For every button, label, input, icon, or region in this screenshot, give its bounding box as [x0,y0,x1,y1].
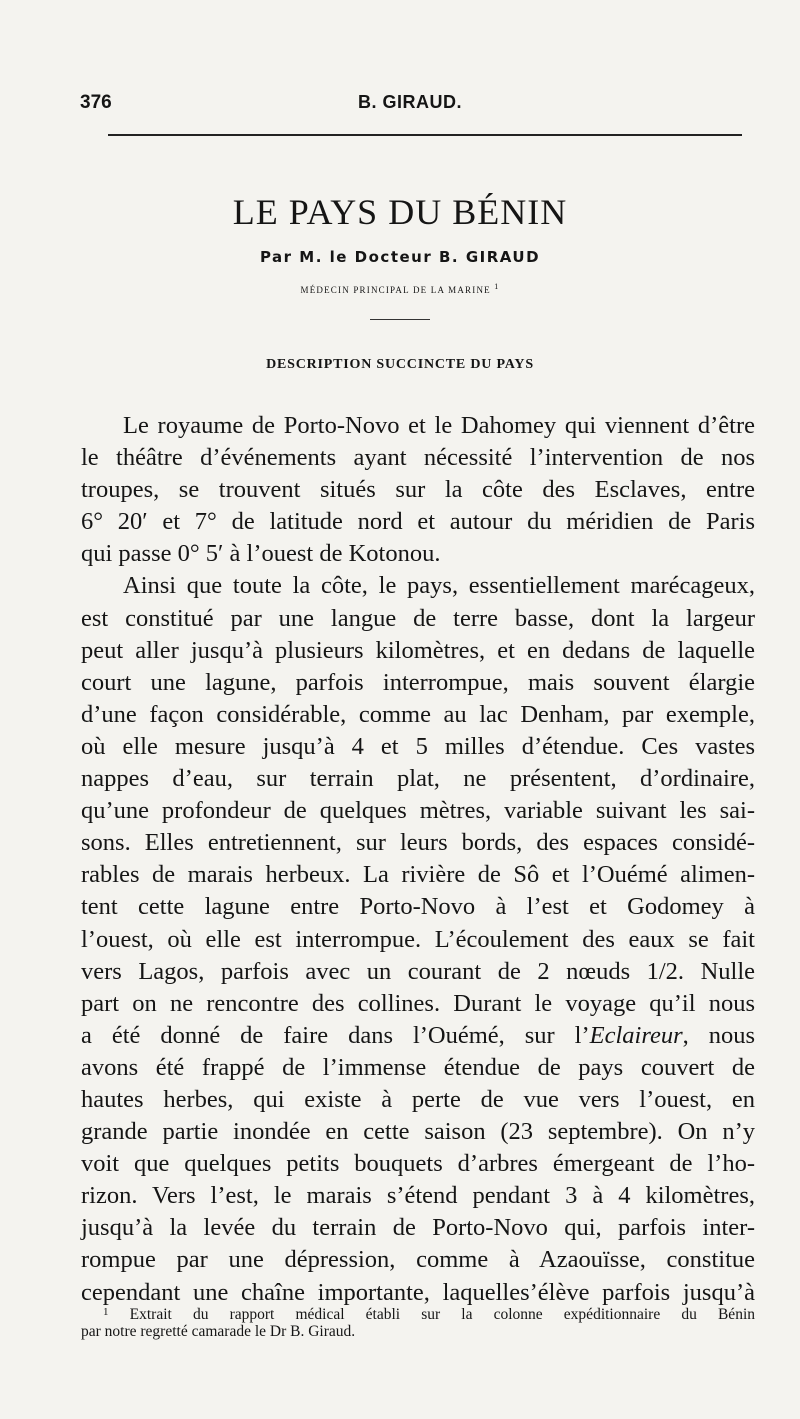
body-line: qui passe 0° 5′ à l’ouest de Kotonou. [81,540,441,568]
body-line: sons. Elles entretiennent, sur leurs bords, des espaces considé- [81,829,755,857]
footnote-reference: 1 [494,282,500,291]
body-line: voit que quelques petits bouquets d’arbres émergeant de l’ho- [81,1150,755,1178]
body-line: rables de marais herbeux. La rivière de Sô et l’Ouémé alimen- [81,861,755,889]
running-head: B. GIRAUD. [358,92,462,112]
page-number: 376 [80,92,112,113]
body-line: rompue par une dépression, comme à Azaouïsse, constitue [81,1246,755,1274]
body-line-start: a été donné de faire dans l’Ouémé, sur l’ [81,1021,590,1049]
body-text [81,410,755,1309]
body-line: où elle mesure jusqu’à 4 et 5 milles d’étendue. Ces vastes [81,732,755,760]
footnote-text-1: Extrait du rapport médical établi sur la colonne expéditionnaire du Bénin [129,1306,755,1323]
header-rule [108,134,742,136]
body-line: Ainsi que toute la côte, le pays, essentiellement marécageux, [123,572,755,600]
article-byline: Par M. le Docteur B. GIRAUD [259,248,541,266]
body-line: hautes herbes, qui existe à perte de vue vers l’ouest, en [81,1085,755,1113]
body-line: jusqu’à la levée du terrain de Porto-Novo qui, parfois inter- [81,1214,755,1242]
body-line: Le royaume de Porto-Novo et le Dahomey qui viennent d’être [123,412,755,439]
body-line: d’une façon considérable, comme au lac Denham, par exemple, [81,700,755,728]
title-separator-rule [370,319,430,320]
body-line: troupes, se trouvent situés sur la côte des Esclaves, entre [81,476,755,504]
article-title: LE PAYS DU BÉNIN [232,192,568,232]
body-line-end: , nous [682,1021,755,1049]
body-line-with-italic [81,1020,755,1052]
body-line: est constitué par une langue de terre basse, dont la largeur [81,604,755,632]
footnote-line [81,1302,755,1322]
affiliation-text: MÉDECIN PRINCIPAL DE LA MARINE [300,285,491,295]
body-line: qu’une profondeur de quelques mètres, variable suivant les sai- [81,797,755,825]
body-line: 6° 20′ et 7° de latitude nord et autour du méridien de Paris [81,508,755,536]
page-header [80,92,740,122]
footnote [81,1302,755,1342]
body-line: peut aller jusqu’à plusieurs kilomètres, et en dedans de laquelle [81,636,755,664]
body-line: rizon. Vers l’est, le marais s’étend pendant 3 à 4 kilomètres, [81,1182,755,1210]
author-affiliation [0,282,800,295]
ship-name-italic: Eclaireur [589,1021,683,1049]
footnote-line: par notre regretté camarade le Dr B. Giraud. [81,1323,356,1340]
body-line: tent cette lagune entre Porto-Novo à l’est et Godomey à [81,893,755,921]
body-line: part on ne rencontre des collines. Durant le voyage qu’il nous [81,989,755,1017]
body-line: cependant une chaîne importante, laquelles’élève parfois jusqu’à [81,1278,755,1306]
body-line: le théâtre d’événements ayant nécessité l’intervention de nos [81,444,755,472]
body-line: grande partie inondée en cette saison (23 septembre). On n’y [81,1118,755,1146]
body-line: vers Lagos, parfois avec un courant de 2 nœuds 1/2. Nulle [81,957,755,985]
body-line: l’ouest, où elle est interrompue. L’écoulement des eaux se fait [81,925,755,953]
body-line: court une lagune, parfois interrompue, mais souvent élargie [81,668,755,696]
body-line: nappes d’eau, sur terrain plat, ne présentent, d’ordinaire, [81,765,755,793]
footnote-mark: 1 [103,1306,109,1318]
body-line: avons été frappé de l’immense étendue de pays couvert de [81,1053,755,1081]
section-heading: DESCRIPTION SUCCINCTE DU PAYS [266,357,534,372]
